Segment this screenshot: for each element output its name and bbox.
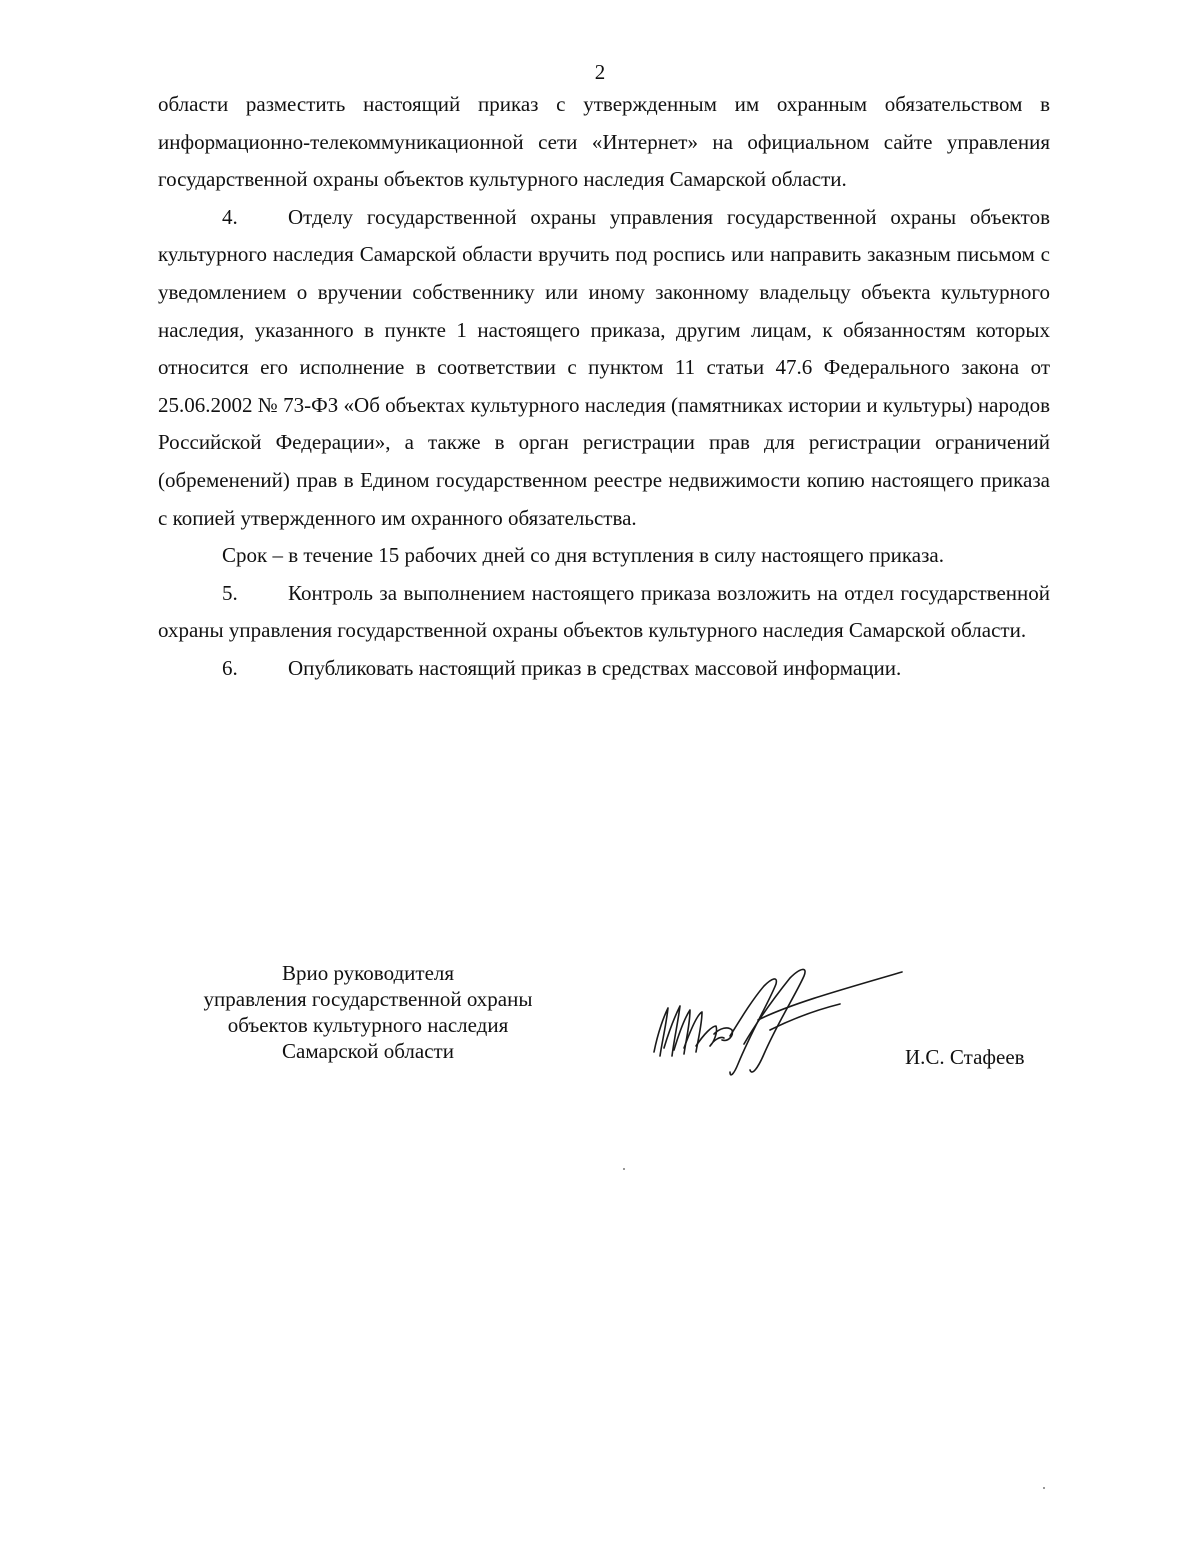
paragraph-item-6 [158, 650, 1050, 688]
paragraph-number: 6. [222, 655, 238, 680]
signatory-title-line: управления государственной охраны [203, 987, 533, 1011]
paragraph-text: Срок – в течение 15 рабочих дней со дня вступления в силу настоящего приказа. [222, 543, 944, 568]
paragraph-number: 4. [222, 204, 238, 229]
paragraph-number: 5. [222, 580, 238, 605]
paragraph-deadline [158, 537, 1050, 575]
paragraph-continuation [158, 86, 1050, 199]
signatory-title-line: Самарской области [282, 1039, 454, 1063]
signatory-title-line: Врио руководителя [281, 961, 455, 985]
document-body [158, 86, 1050, 688]
signer-name: И.С. Стафеев [905, 1045, 1025, 1069]
handwritten-signature [640, 960, 905, 1090]
signatory-title-block [158, 960, 578, 1064]
page-number: 2 [594, 60, 606, 84]
paragraph-text: Контроль за выполнением настоящего приказа возложить на отдел государственной охраны управления государственной охраны объектов культурного наследия Самарской области. [158, 580, 1050, 643]
paragraph-item-4 [158, 199, 1050, 537]
paragraph-text: Отделу государственной охраны управления государственной охраны объектов культурного наследия Самарской области вручить под роспись или направить заказным письмом с уведомлением о вручении собственнику или иному законному владельцу объекта культурного наследия, указанного в пункте 1 настоящего приказа, другим лицам, к обязанностям которых относится его исполнение в соответствии с пунктом 11 статьи 47.6 Федерального закона от 25.06.2002 № 73-ФЗ «Об объектах культурного наследия (памятниках истории и культуры) народов Российской Федерации», а также в орган регистрации прав для регистрации ограничений (обременений) прав в Едином государственном реестре недвижимости копию настоящего приказа с копией утвержденного им охранного обязательства. [158, 204, 1050, 530]
scan-speck [1043, 1487, 1045, 1489]
signatory-title-line: объектов культурного наследия [227, 1013, 509, 1037]
paragraph-text: Опубликовать настоящий приказ в средствах массовой информации. [288, 655, 902, 680]
scan-speck [623, 1168, 625, 1170]
paragraph-item-5 [158, 575, 1050, 650]
paragraph-text: области разместить настоящий приказ с утвержденным им охранным обязательством в информационно-телекоммуникационной сети «Интернет» на официальном сайте управления государственной охраны объектов культурного наследия Самарской области. [158, 92, 1050, 192]
